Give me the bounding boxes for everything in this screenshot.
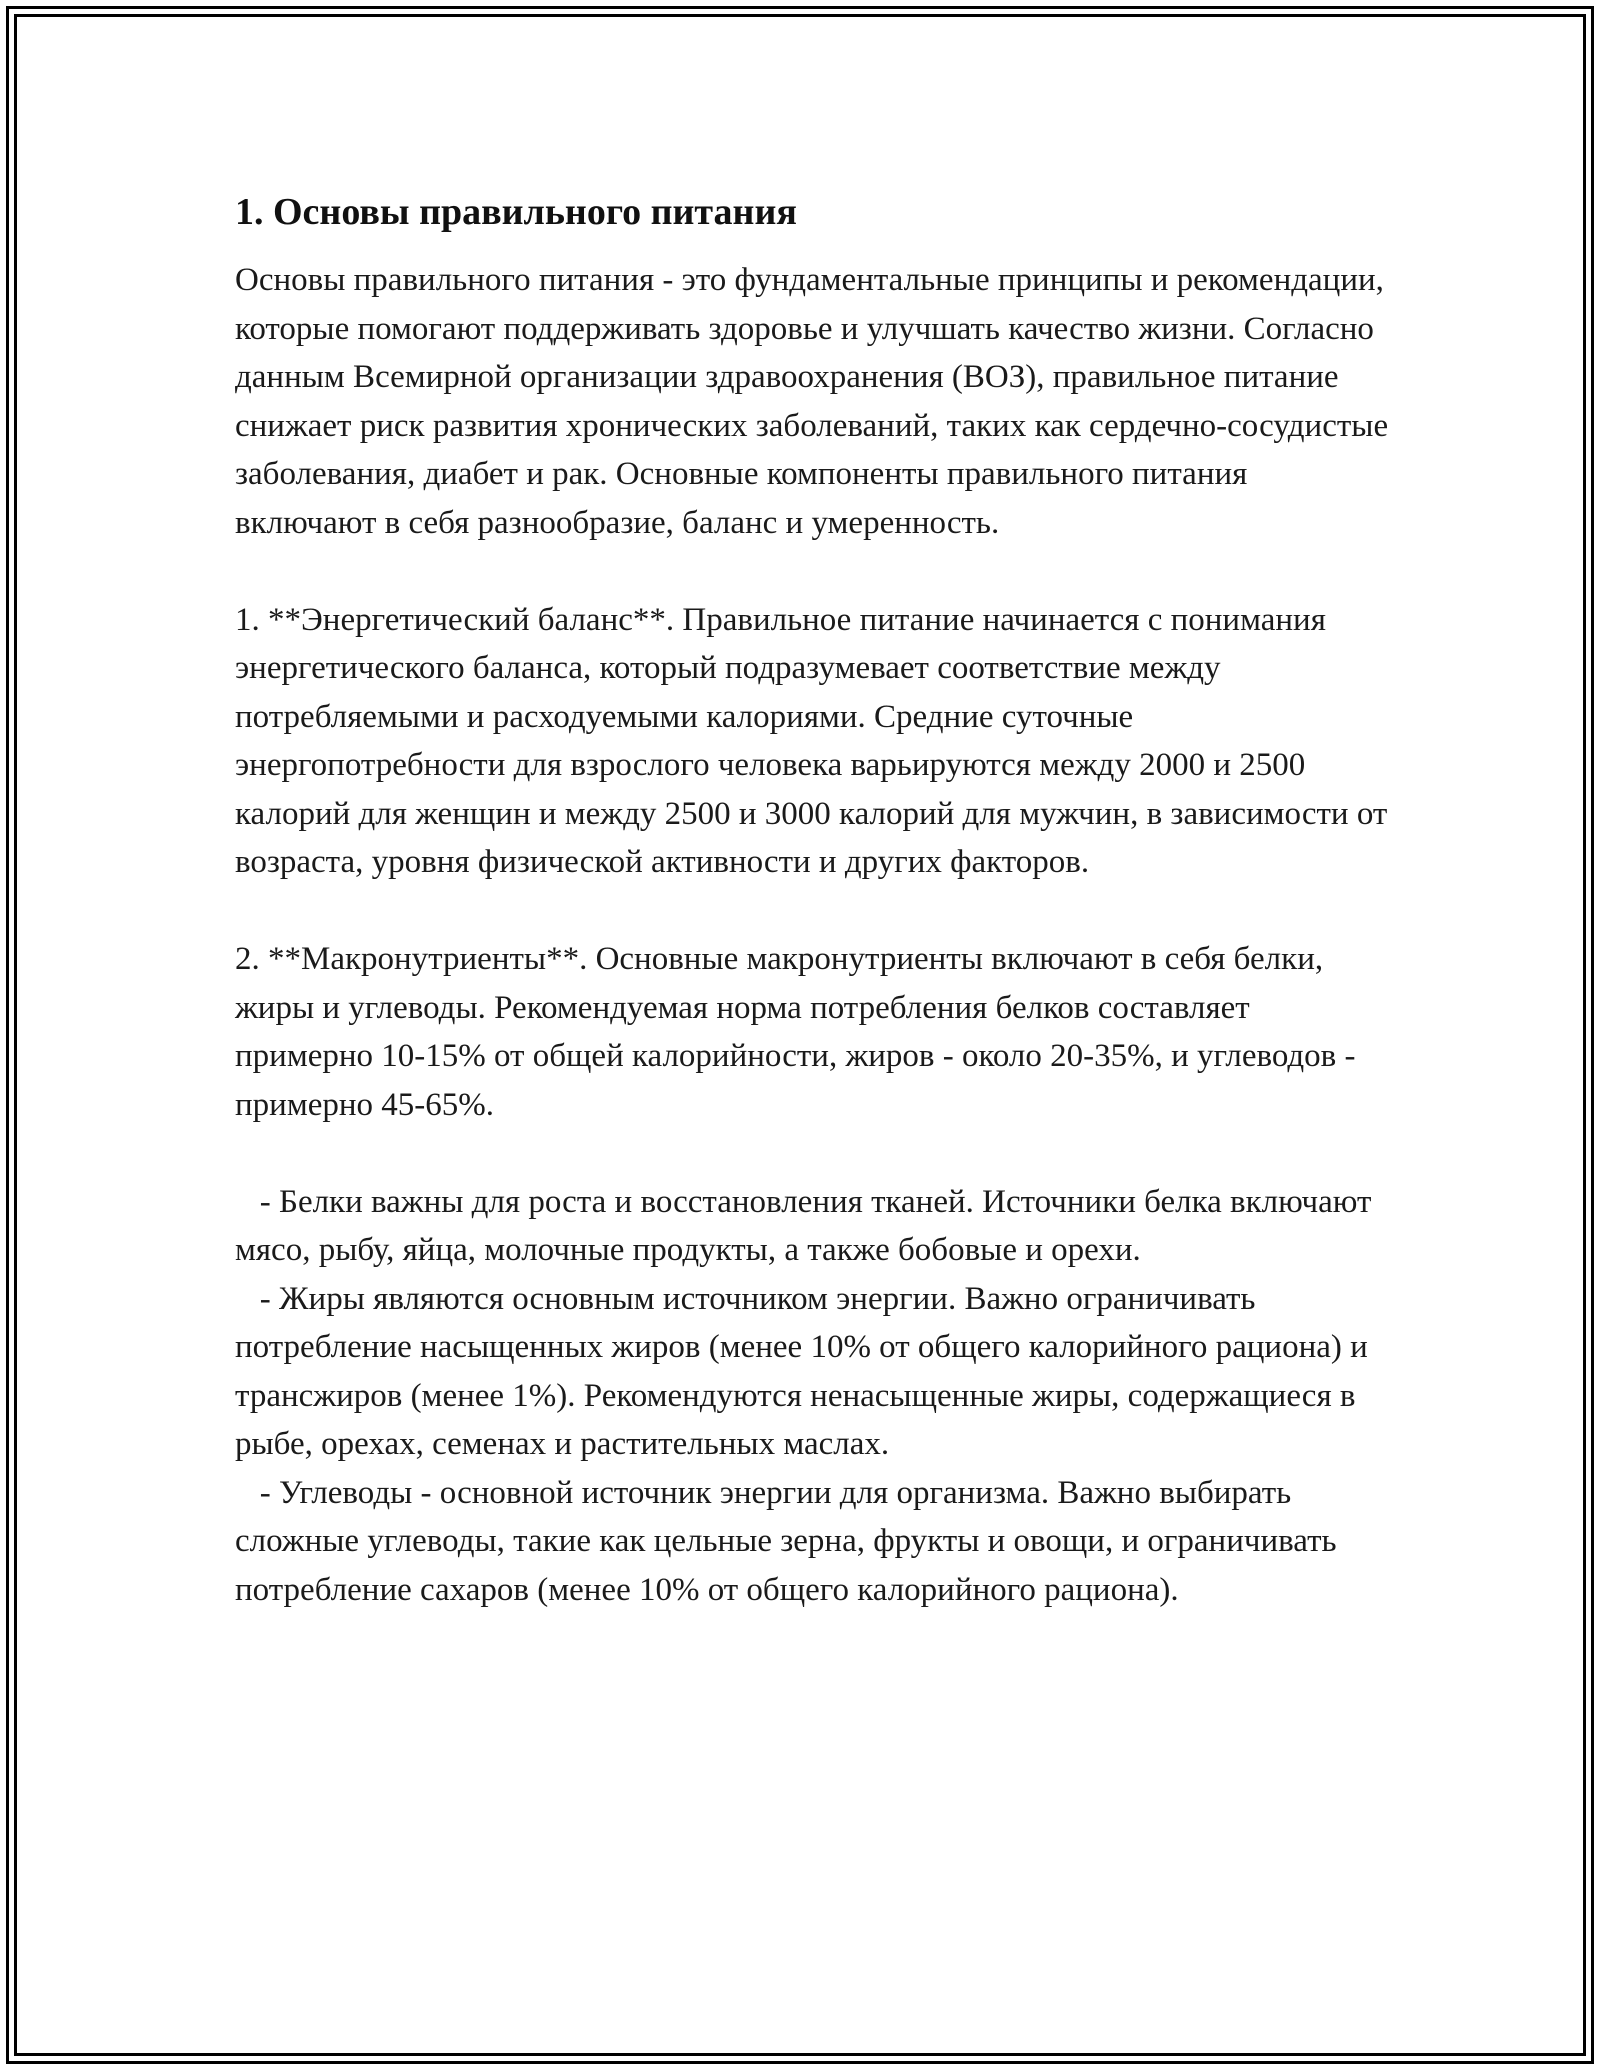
document-body <box>235 186 1395 1614</box>
section-heading: 1. Основы правильного питания <box>235 191 797 233</box>
carbohydrate-item: - Углеводы - основной источник энергии для организма. Важно выбирать сложные углеводы, такие как цельные зерна, фрукты и овощи, и ограничивать потребление сахаров (менее 10% от общего калорийного рациона). <box>235 1474 1345 1608</box>
paragraph-gap <box>235 1129 1395 1178</box>
macronutrients-paragraph: 2. **Макронутриенты**. Основные макронутриенты включают в себя белки, жиры и углеводы. Рекомендуемая норма потребления белков составляет примерно 10-15% от общей калорийности, жиров - около 20-35%, и углеводов - примерно 45-65%. <box>235 941 1356 1123</box>
paragraph-gap <box>235 547 1395 596</box>
paragraph-gap <box>235 887 1395 936</box>
intro-paragraph: Основы правильного питания - это фундаментальные принципы и рекомендации, которые помогают поддерживать здоровье и улучшать качество жизни. Согласно данным Всемирной организации здравоохранения (ВОЗ), правильное питание снижает риск развития хронических заболеваний, таких как сердечно-сосудистые заболевания, диабет и рак. Основные компоненты правильного питания включают в себя разнообразие, баланс и умеренность. <box>235 262 1389 541</box>
energy-balance-paragraph: 1. **Энергетический баланс**. Правильное питание начинается с понимания энергетического баланса, который подразумевает соответствие между потребляемыми и расходуемыми калориями. Средние суточные энергопотребности для взрослого человека варьируются между 2000 и 2500 калорий для женщин и между 2500 и 3000 калорий для мужчин, в зависимости от возраста, уровня физической активности и других факторов. <box>235 601 1388 880</box>
fat-item: - Жиры являются основным источником энергии. Важно ограничивать потребление насыщенных жиров (менее 10% от общего калорийного рациона) и трансжиров (менее 1%). Рекомендуются ненасыщенные жиры, содержащиеся в рыбе, орехах, семенах и растительных маслах. <box>235 1280 1377 1462</box>
protein-item: - Белки важны для роста и восстановления тканей. Источники белка включают мясо, рыбу, яйца, молочные продукты, а также бобовые и орехи. <box>235 1183 1380 1268</box>
